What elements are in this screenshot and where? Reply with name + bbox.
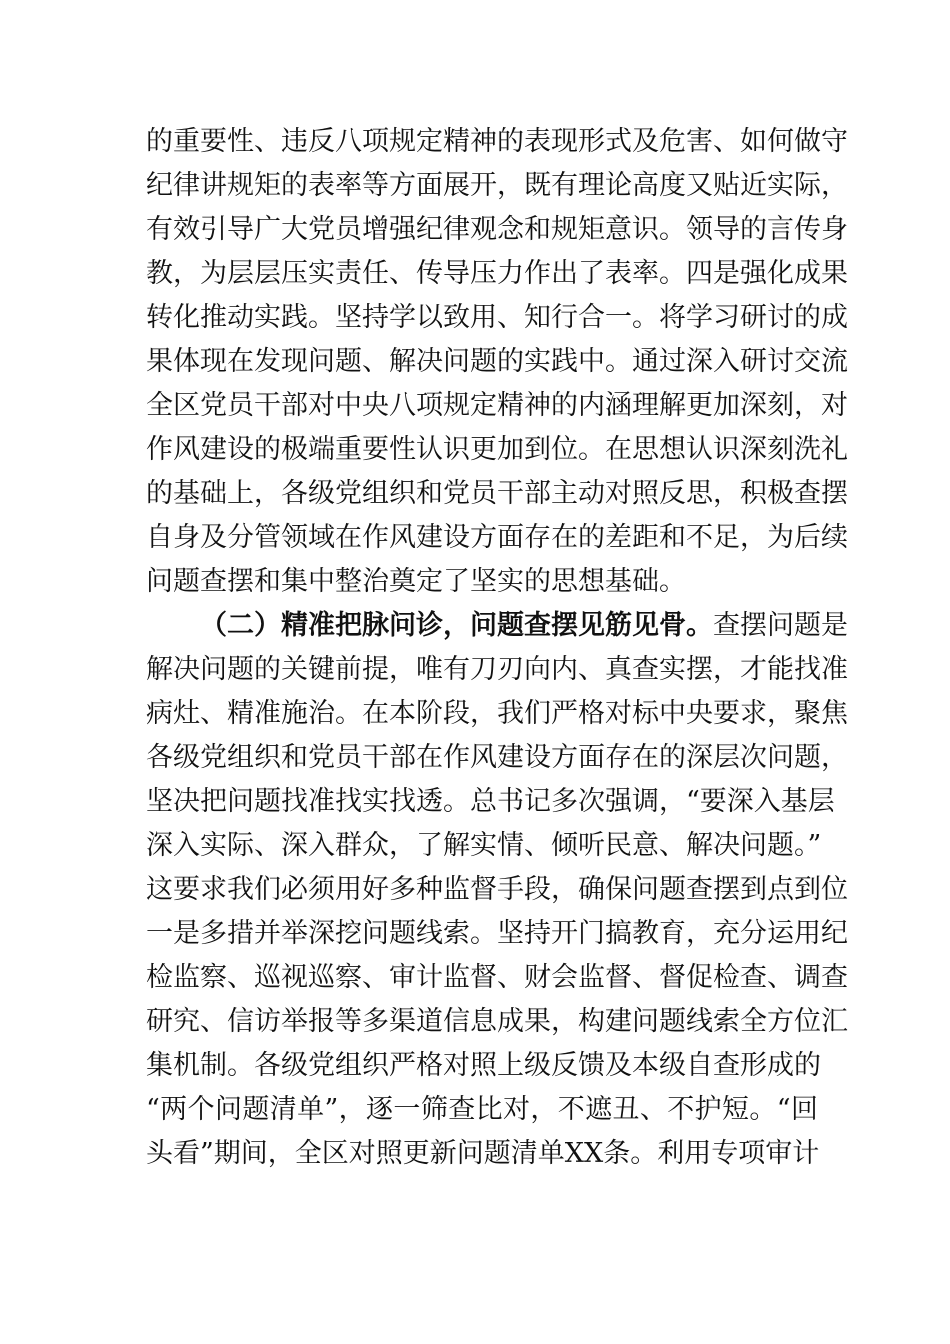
paragraph-2 [146, 604, 848, 1176]
text-line: 有效引导广大党员增强纪律观念和规矩意识。领导的言传身 [146, 214, 848, 245]
text-line: 各级党组织和党员干部在作风建设方面存在的深层次问题， [146, 742, 848, 773]
text-line: 的重要性、违反八项规定精神的表现形式及危害、如何做守 [146, 126, 848, 157]
text-line: 头看”期间，全区对照更新问题清单XX条。利用专项审计 [146, 1138, 820, 1169]
text-line: 纪律讲规矩的表率等方面展开，既有理论高度又贴近实际， [146, 170, 848, 201]
text-line: 集机制。各级党组织严格对照上级反馈及本级自查形成的 [146, 1050, 821, 1081]
section-lead-text: 查摆问题是 [713, 610, 848, 641]
text-line: 全区党员干部对中央八项规定精神的内涵理解更加深刻，对 [146, 390, 848, 421]
text-line: 作风建设的极端重要性认识更加到位。在思想认识深刻洗礼 [146, 434, 848, 465]
text-line: 转化推动实践。坚持学以致用、知行合一。将学习研讨的成 [146, 302, 848, 333]
text-line: 这要求我们必须用好多种监督手段，确保问题查摆到点到位 [146, 874, 848, 905]
text-line: 教，为层层压实责任、传导压力作出了表率。四是强化成果 [146, 258, 848, 289]
text-line: 病灶、精准施治。在本阶段，我们严格对标中央要求，聚焦 [146, 698, 848, 729]
text-line-first [146, 604, 848, 648]
paragraph-1 [146, 120, 848, 604]
text-line: 一是多措并举深挖问题线索。坚持开门搞教育，充分运用纪 [146, 918, 848, 949]
text-line: 解决问题的关键前提，唯有刀刃向内、真查实摆，才能找准 [146, 654, 848, 685]
document-body [146, 120, 848, 1176]
text-line: “两个问题清单”，逐一筛查比对，不遮丑、不护短。“回 [146, 1094, 818, 1125]
text-line: 果体现在发现问题、解决问题的实践中。通过深入研讨交流 [146, 346, 848, 377]
text-line: 研究、信访举报等多渠道信息成果，构建问题线索全方位汇 [146, 1006, 848, 1037]
text-line: 检监察、巡视巡察、审计监督、财会监督、督促检查、调查 [146, 962, 848, 993]
text-line: 深入实际、深入群众，了解实情、倾听民意、解决问题。” [146, 830, 822, 861]
section-heading: （二）精准把脉问诊，问题查摆见筋见骨。 [200, 610, 713, 641]
text-line: 的基础上，各级党组织和党员干部主动对照反思，积极查摆 [146, 478, 848, 509]
text-line: 自身及分管领域在作风建设方面存在的差距和不足，为后续 [146, 522, 848, 553]
text-line: 坚决把问题找准找实找透。总书记多次强调，“要深入基层 [146, 786, 835, 817]
text-line: 问题查摆和集中整治奠定了坚实的思想基础。 [146, 566, 686, 597]
